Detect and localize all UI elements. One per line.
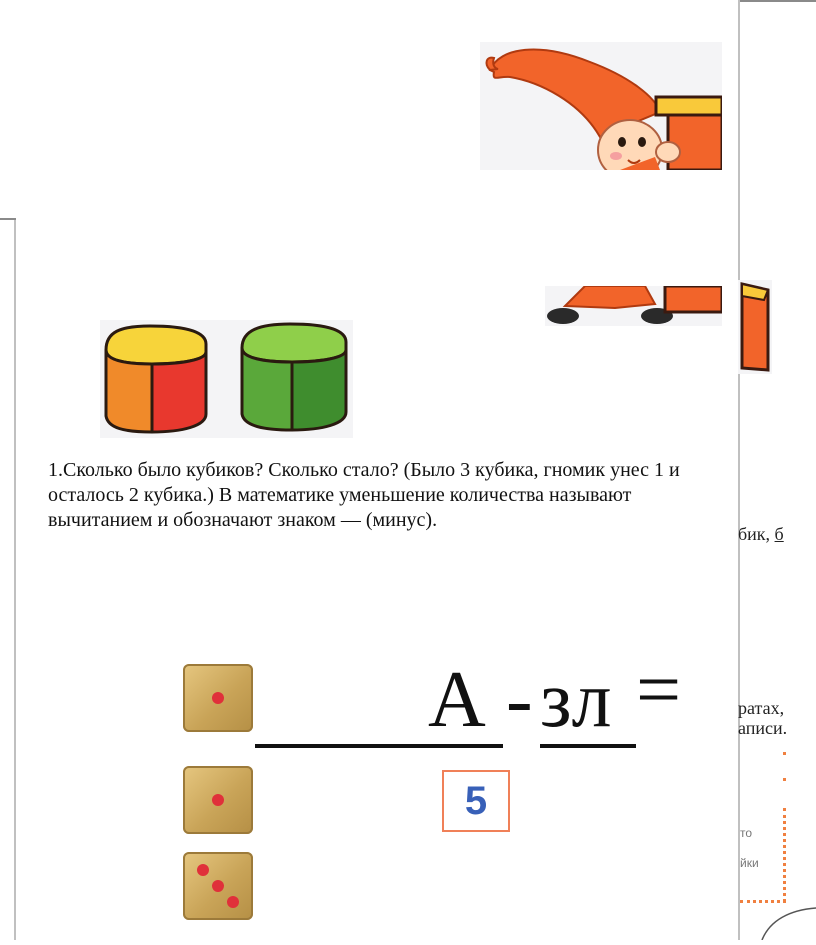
gnome-top-illustration [480, 42, 722, 170]
die-pip [197, 864, 209, 876]
die-one-pip [183, 766, 253, 834]
fragment-line2: ратах, [738, 698, 785, 718]
frame-line-left-top [0, 218, 16, 220]
green-cube [242, 324, 346, 430]
die-pip [212, 880, 224, 892]
fragment-line3: аписи. [738, 718, 788, 738]
fragment-line1 [738, 524, 784, 545]
box-fragment-right [738, 280, 772, 374]
die-three-pips [183, 852, 253, 920]
die-one-pip [183, 664, 253, 732]
frame-line-top-right [738, 0, 816, 2]
die-pip [212, 794, 224, 806]
gnome-legs-illustration [545, 286, 722, 326]
number-card [442, 770, 510, 832]
die-pip [212, 692, 224, 704]
frame-line-right-vertical [738, 0, 740, 940]
formula-equals: = [636, 646, 682, 734]
fragment-line1-underlined: б [774, 524, 784, 544]
arc-decoration [760, 900, 816, 940]
fragment-line1-text: бик, [738, 524, 775, 544]
orange-dot [783, 778, 786, 781]
cubes-illustration [100, 320, 353, 438]
fragment-small1: то [740, 826, 753, 840]
frame-line-left-vertical [14, 218, 16, 940]
formula-word-underline [540, 744, 636, 748]
formula-blank-line [255, 744, 503, 748]
formula-word: зл [540, 656, 612, 744]
number-card-value: 5 [464, 778, 488, 823]
orange-dot [783, 752, 786, 755]
fragment-small2: йки [740, 856, 759, 870]
formula-letter: А [428, 656, 486, 744]
task-text: 1.Сколько было кубиков? Сколько стало? (Было 3 кубика, гномик унес 1 и осталось 2 кубика.) В математике уменьшение количества называют вычитанием и обозначают знаком — (минус). [48, 459, 680, 531]
die-pip [227, 896, 239, 908]
yellow-orange-cube [106, 326, 206, 432]
formula-minus: - [506, 656, 533, 744]
dotted-border-right [783, 808, 786, 902]
